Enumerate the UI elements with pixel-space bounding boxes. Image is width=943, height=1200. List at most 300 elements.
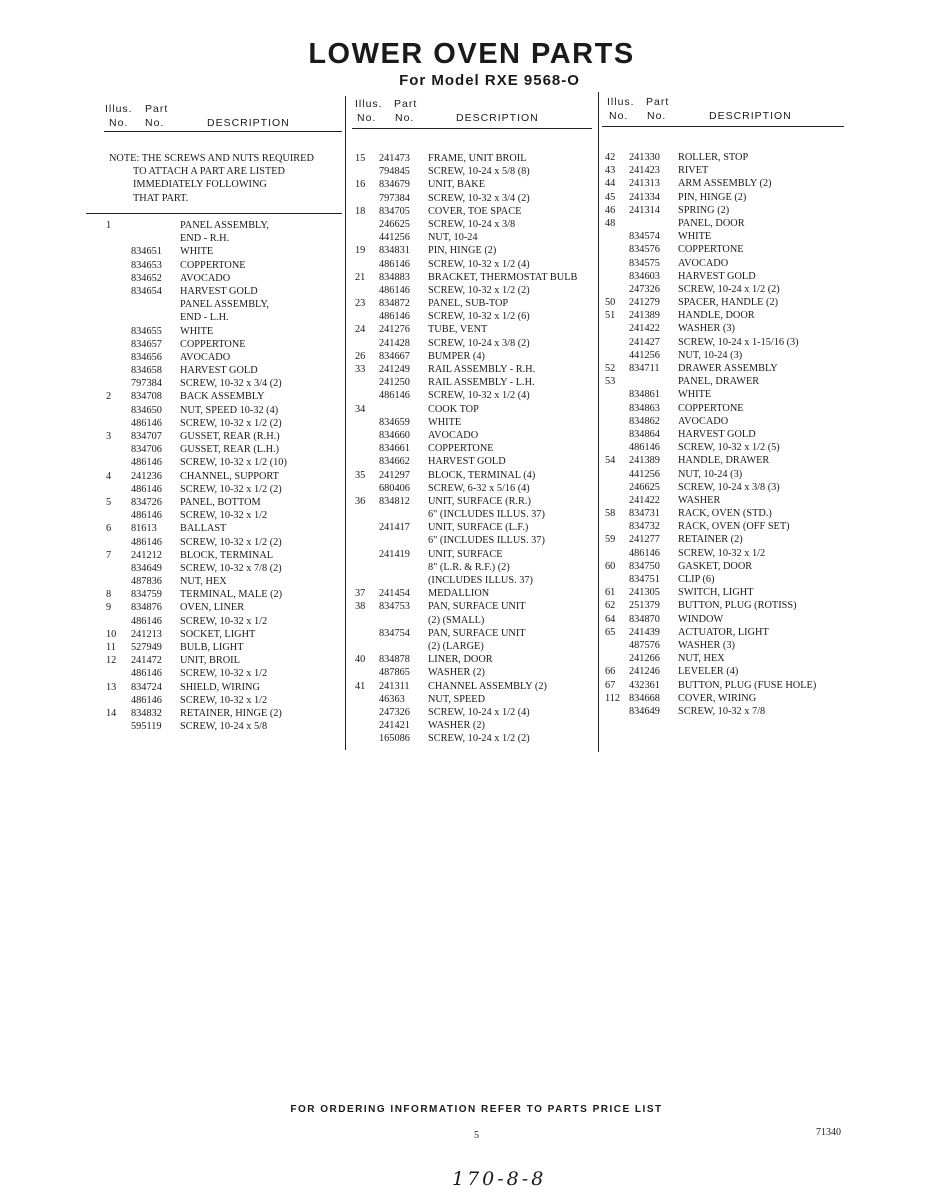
part-number: 834731 (629, 508, 660, 520)
page-number: 5 (474, 1130, 479, 1141)
header-illus-no: No. (109, 117, 129, 129)
part-number: 241305 (629, 587, 660, 599)
part-row (104, 311, 344, 324)
part-row (352, 323, 598, 336)
part-row (352, 271, 598, 284)
part-row (602, 177, 842, 190)
part-description: HANDLE, DRAWER (678, 455, 770, 467)
part-row (602, 679, 842, 692)
part-description: WINDOW (678, 613, 724, 625)
part-row (602, 468, 842, 481)
part-number: 241276 (379, 324, 410, 336)
part-description: SCREW, 10-32 x 1/2 (180, 694, 268, 706)
part-number: 834655 (131, 325, 162, 337)
part-description: BALLAST (180, 523, 227, 535)
part-description: SPACER, HANDLE (2) (678, 297, 779, 309)
part-description: WASHER (3) (678, 639, 735, 651)
part-number: 834653 (131, 259, 162, 271)
illus-number: 45 (605, 191, 616, 203)
part-description: RAIL ASSEMBLY - R.H. (428, 364, 536, 375)
part-row (104, 522, 344, 535)
part-number: 441256 (629, 349, 660, 361)
part-row (352, 284, 598, 297)
header-rule-3 (602, 126, 844, 127)
part-row (352, 192, 598, 205)
part-row (104, 377, 344, 390)
part-row (104, 575, 344, 588)
illus-number: 12 (106, 655, 117, 667)
illus-number: 112 (605, 692, 621, 704)
part-row (104, 588, 344, 601)
part-description: GUSSET, REAR (L.H.) (180, 444, 280, 456)
part-description: WASHER (678, 494, 721, 506)
part-row (352, 403, 598, 416)
part-row (352, 600, 598, 613)
part-row (104, 536, 344, 549)
part-description: PIN, HINGE (2) (428, 245, 497, 257)
part-number: 834812 (379, 495, 410, 507)
part-description: SCREW, 10-32 x 1/2 (2) (180, 483, 282, 495)
part-number: 834751 (629, 574, 660, 585)
part-number: 241246 (629, 666, 660, 678)
part-description: PAN, SURFACE UNIT (428, 601, 526, 613)
part-row (104, 259, 344, 272)
part-description: SPRING (2) (678, 204, 730, 216)
part-row (104, 364, 344, 377)
illus-number: 16 (355, 179, 366, 191)
part-description: PIN, HINGE (2) (678, 191, 747, 203)
part-description: NUT, SPEED (428, 693, 486, 705)
part-number: 797384 (131, 378, 162, 390)
part-description: BUTTON, PLUG (ROTISS) (678, 600, 797, 612)
part-row (104, 654, 344, 667)
part-description: UNIT, SURFACE (428, 548, 503, 560)
part-row (352, 614, 598, 627)
header-illus: Illus. (355, 98, 383, 110)
part-description: HARVEST GOLD (180, 365, 258, 377)
part-row (104, 601, 344, 614)
part-description: BRACKET, THERMOSTAT BULB (428, 271, 578, 283)
part-number: 834659 (379, 416, 410, 428)
part-number: 834883 (379, 271, 410, 283)
part-row (104, 430, 344, 443)
part-description: RAIL ASSEMBLY - L.H. (428, 377, 535, 389)
header-illus-no: No. (609, 110, 629, 122)
illus-number: 14 (106, 707, 117, 719)
part-number: 834864 (629, 428, 660, 440)
part-description: SCREW, 10-24 x 3/8 (2) (428, 337, 530, 349)
part-number: 165086 (379, 733, 410, 745)
part-description: SCREW, 10-24 x 5/8 (8) (428, 166, 530, 178)
part-number: 441256 (629, 468, 660, 480)
part-number: 241472 (131, 655, 162, 667)
part-number: 834711 (629, 363, 660, 374)
part-description: 6" (INCLUDES ILLUS. 37) (428, 509, 545, 521)
illus-number: 23 (355, 298, 366, 310)
part-description: NUT, 10-24 (3) (678, 468, 743, 480)
part-number: 241427 (629, 336, 660, 348)
illus-number: 2 (106, 391, 112, 403)
part-row (104, 325, 344, 338)
part-row (104, 681, 344, 694)
illus-number: 41 (355, 680, 366, 692)
part-row (602, 375, 842, 388)
part-description: SCREW, 10-32 x 1/2 (180, 668, 268, 680)
part-number: 834708 (131, 391, 162, 403)
part-description: COVER, WIRING (678, 692, 757, 704)
part-number: 834576 (629, 244, 660, 256)
illus-number: 33 (355, 364, 366, 375)
part-row (104, 470, 344, 483)
part-row (602, 362, 842, 375)
illus-number: 66 (605, 666, 616, 678)
part-description: HARVEST GOLD (678, 270, 756, 282)
illus-number: 38 (355, 601, 366, 613)
part-description: TUBE, VENT (428, 324, 488, 336)
part-number: 834705 (379, 205, 410, 217)
illus-number: 19 (355, 245, 366, 257)
part-description: NUT, 10-24 (3) (678, 349, 743, 361)
part-description: FRAME, UNIT BROIL (428, 153, 527, 164)
part-row (104, 615, 344, 628)
part-row (352, 482, 598, 495)
part-description: UNIT, SURFACE (R.R.) (428, 495, 531, 507)
part-number: 241250 (379, 377, 410, 389)
part-number: 834707 (131, 431, 162, 442)
part-description: ARM ASSEMBLY (2) (678, 178, 772, 190)
illus-number: 34 (355, 403, 366, 415)
parts-column-2 (352, 152, 598, 745)
part-description: SCREW, 10-24 x 5/8 (180, 721, 268, 733)
part-description: COVER, TOE SPACE (428, 205, 522, 217)
handwritten-note: 170-8-8 (452, 1168, 547, 1190)
note-line: TO ATTACH A PART ARE LISTED (133, 166, 285, 178)
part-row (104, 496, 344, 509)
part-row (602, 388, 842, 401)
part-row (352, 719, 598, 732)
illus-number: 59 (605, 534, 616, 546)
part-row (352, 561, 598, 574)
part-number: 241297 (379, 469, 410, 481)
illus-number: 46 (605, 204, 616, 216)
illus-number: 24 (355, 324, 366, 336)
part-row (104, 694, 344, 707)
part-description: RETAINER (2) (678, 534, 743, 546)
part-description: RETAINER, HINGE (2) (180, 707, 282, 719)
part-description: END - R.H. (180, 233, 230, 245)
part-number: 834876 (131, 602, 162, 614)
part-description: BLOCK, TERMINAL (4) (428, 469, 536, 481)
part-number: 486146 (131, 694, 162, 706)
header-part: Part (145, 103, 169, 115)
part-row (352, 310, 598, 323)
part-number: 834831 (379, 245, 410, 257)
header-description: DESCRIPTION (456, 112, 539, 124)
part-description: SCREW, 10-32 x 1/2 (2) (428, 284, 530, 296)
part-row (602, 349, 842, 362)
part-description: SCREW, 10-32 x 1/2 (180, 615, 268, 627)
part-number: 241279 (629, 297, 660, 309)
part-row (602, 573, 842, 586)
part-description: SCREW, 6-32 x 5/16 (4) (428, 482, 530, 494)
part-number: 246625 (379, 218, 410, 230)
part-row (104, 456, 344, 469)
part-description: ROLLER, STOP (678, 152, 749, 163)
illus-number: 65 (605, 626, 616, 638)
part-description: SCREW, 10-24 x 1-15/16 (3) (678, 336, 799, 348)
part-number: 486146 (131, 417, 162, 429)
part-row (602, 322, 842, 335)
part-description: END - L.H. (180, 312, 229, 324)
part-number: 834667 (379, 350, 410, 362)
part-description: OVEN, LINER (180, 602, 245, 614)
part-row (104, 549, 344, 562)
illus-number: 5 (106, 496, 112, 508)
part-description: COPPERTONE (678, 402, 744, 414)
part-description: COPPERTONE (678, 244, 744, 256)
part-row (352, 653, 598, 666)
part-description: SCREW, 10-32 x 1/2 (6) (428, 311, 530, 323)
illus-number: 61 (605, 587, 616, 599)
part-row (352, 258, 598, 271)
part-row (104, 298, 344, 311)
part-description: SCREW, 10-24 x 1/2 (4) (428, 706, 530, 718)
part-row (602, 481, 842, 494)
part-description: HANDLE, DOOR (678, 310, 755, 322)
part-row (602, 494, 842, 507)
part-description: SCREW, 10-32 x 1/2 (180, 510, 268, 522)
part-number: 834759 (131, 589, 162, 601)
part-row (602, 626, 842, 639)
part-description: LINER, DOOR (428, 654, 493, 666)
part-number: 241421 (379, 720, 410, 732)
part-number: 486146 (131, 668, 162, 680)
part-description: UNIT, SURFACE (L.F.) (428, 522, 529, 534)
part-row (104, 285, 344, 298)
part-row (104, 232, 344, 245)
part-number: 241422 (629, 494, 660, 506)
part-row (352, 244, 598, 257)
part-description: SCREW, 10-32 x 1/2 (2) (180, 536, 282, 548)
illus-number: 43 (605, 165, 616, 177)
illus-number: 35 (355, 469, 366, 481)
part-description: 6" (INCLUDES ILLUS. 37) (428, 535, 545, 547)
part-row (352, 376, 598, 389)
part-description: WASHER (2) (428, 720, 485, 732)
part-description: SWITCH, LIGHT (678, 587, 754, 599)
part-number: 527949 (131, 642, 162, 653)
document-number: 71340 (816, 1127, 841, 1138)
part-row (352, 495, 598, 508)
illus-number: 53 (605, 376, 616, 388)
illus-number: 36 (355, 495, 366, 507)
note-line: IMMEDIATELY FOLLOWING (133, 179, 267, 191)
part-number: 241417 (379, 522, 410, 534)
note-rule (86, 213, 342, 214)
part-description: AVOCADO (180, 272, 231, 284)
part-description: PANEL, SUB-TOP (428, 298, 509, 310)
part-number: 487836 (131, 576, 162, 588)
part-description: WHITE (180, 246, 214, 258)
part-number: 241439 (629, 626, 660, 638)
illus-number: 54 (605, 455, 616, 467)
part-number: 432361 (629, 679, 660, 691)
part-row (104, 245, 344, 258)
header-illus: Illus. (105, 103, 133, 115)
illus-number: 13 (106, 681, 117, 693)
header-part: Part (394, 98, 418, 110)
header-part-no: No. (145, 117, 165, 129)
part-row (602, 613, 842, 626)
part-number: 241212 (131, 549, 162, 561)
header-illus-no: No. (357, 112, 377, 124)
part-description: BUMPER (4) (428, 350, 485, 362)
part-description: SCREW, 10-32 x 1/2 (4) (428, 258, 530, 270)
part-description: AVOCADO (678, 415, 729, 427)
part-number: 834679 (379, 179, 410, 191)
part-row (352, 337, 598, 350)
part-row (104, 509, 344, 522)
illus-number: 26 (355, 350, 366, 362)
part-row (352, 389, 598, 402)
part-number: 834654 (131, 285, 162, 297)
illus-number: 62 (605, 600, 616, 612)
part-description: BUTTON, PLUG (FUSE HOLE) (678, 679, 817, 691)
header-description: DESCRIPTION (207, 117, 290, 129)
part-description: AVOCADO (180, 351, 231, 363)
part-row (352, 218, 598, 231)
part-number: 241428 (379, 337, 410, 349)
part-number: 241249 (379, 364, 410, 375)
part-description: SHIELD, WIRING (180, 681, 260, 693)
column-divider-2 (598, 92, 599, 752)
part-number: 834649 (131, 562, 162, 574)
part-description: UNIT, BAKE (428, 179, 486, 191)
part-number: 486146 (131, 510, 162, 522)
part-number: 834872 (379, 298, 410, 310)
part-number: 241313 (629, 178, 660, 190)
part-row (602, 586, 842, 599)
part-row (352, 693, 598, 706)
part-row (104, 483, 344, 496)
part-row (352, 521, 598, 534)
part-row (602, 204, 842, 217)
part-description: COPPERTONE (180, 338, 246, 350)
part-row (602, 151, 842, 164)
part-description: RIVET (678, 165, 709, 177)
part-number: 834870 (629, 613, 660, 625)
part-number: 834863 (629, 402, 660, 414)
part-row (352, 363, 598, 376)
part-row (352, 350, 598, 363)
part-row (602, 336, 842, 349)
part-row (352, 455, 598, 468)
part-number: 834754 (379, 627, 410, 639)
part-number: 486146 (379, 258, 410, 270)
part-description: WASHER (2) (428, 667, 485, 679)
part-row (352, 680, 598, 693)
part-row (104, 667, 344, 680)
part-description: BULB, LIGHT (180, 642, 244, 653)
part-row (352, 640, 598, 653)
part-number: 834862 (629, 415, 660, 427)
part-row (104, 720, 344, 733)
part-description: GUSSET, REAR (R.H.) (180, 431, 280, 442)
part-row (352, 587, 598, 600)
illus-number: 6 (106, 523, 112, 535)
part-description: HARVEST GOLD (428, 456, 506, 468)
page-title: LOWER OVEN PARTS (308, 38, 635, 70)
part-description: NUT, 10-24 (428, 232, 478, 244)
illus-number: 9 (106, 602, 112, 614)
part-row (602, 639, 842, 652)
header-rule-1 (104, 131, 342, 132)
part-number: 247326 (629, 283, 660, 295)
part-number: 241389 (629, 455, 660, 467)
part-description: WHITE (678, 231, 712, 243)
part-row (602, 283, 842, 296)
part-description: (2) (LARGE) (428, 640, 484, 652)
part-number: 241473 (379, 153, 410, 164)
part-description: SCREW, 10-32 x 7/8 (678, 705, 766, 717)
part-row (352, 152, 598, 165)
part-row (352, 469, 598, 482)
part-number: 251379 (629, 600, 660, 612)
illus-number: 11 (106, 642, 116, 653)
part-description: SCREW, 10-32 x 7/8 (2) (180, 562, 282, 574)
illus-number: 51 (605, 310, 616, 322)
part-number: 834651 (131, 246, 162, 258)
illus-number: 1 (106, 220, 112, 231)
part-row (352, 666, 598, 679)
part-number: 241236 (131, 470, 162, 482)
part-row (602, 599, 842, 612)
part-description: SCREW, 10-32 x 1/2 (2) (180, 417, 282, 429)
part-row (104, 628, 344, 641)
part-row (352, 706, 598, 719)
part-row (602, 692, 842, 705)
parts-column-1 (104, 219, 344, 733)
part-number: 595119 (131, 721, 162, 733)
part-row (602, 402, 842, 415)
part-row (602, 428, 842, 441)
header-rule-2 (352, 128, 592, 129)
part-row (104, 707, 344, 720)
part-description: WHITE (180, 325, 214, 337)
part-number: 247326 (379, 706, 410, 718)
part-description: 8" (L.R. & R.F.) (2) (428, 561, 510, 573)
part-number: 486146 (131, 457, 162, 469)
part-row (602, 665, 842, 678)
part-number: 241213 (131, 628, 162, 640)
part-description: SCREW, 10-24 x 3/8 (428, 218, 516, 230)
part-description: SOCKET, LIGHT (180, 628, 256, 640)
part-number: 486146 (629, 547, 660, 559)
part-number: 834658 (131, 365, 162, 377)
part-number: 794845 (379, 166, 410, 178)
header-illus: Illus. (607, 96, 635, 108)
part-row (352, 416, 598, 429)
part-description: CLIP (6) (678, 574, 715, 585)
part-description: COPPERTONE (428, 443, 494, 455)
part-row (352, 178, 598, 191)
part-description: BACK ASSEMBLY (180, 391, 265, 403)
part-row (352, 548, 598, 561)
part-number: 46363 (379, 693, 405, 705)
illus-number: 10 (106, 628, 117, 640)
illus-number: 21 (355, 271, 366, 283)
part-description: CHANNEL, SUPPORT (180, 470, 279, 482)
